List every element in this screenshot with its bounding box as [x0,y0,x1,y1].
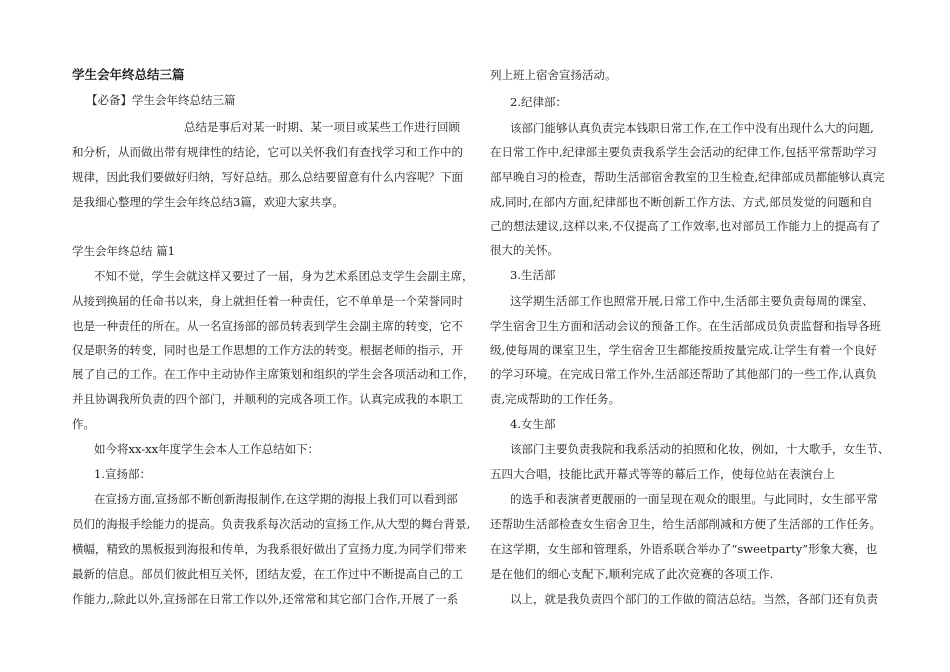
text-line: 以上，就是我负责四个部门的工作做的简洁总结。当然，各部门还有负责 [510,592,878,606]
text-line: 很大的关怀。 [490,243,559,257]
section-heading: 2.纪律部： [510,95,567,109]
text-line: 从接到换届的任命书以来，身上就担任着一种责任，它不单单是一个荣誉同时 [72,294,463,308]
text-line: 不知不觉，学生会就这样又要过了一届，身为艺术系团总支学生会副主席， [94,269,474,283]
text-line: 列上班上宿舍宣扬活动。 [490,68,617,82]
text-line: 也是一种责任的所在。从一名宣扬部的部员转表到学生会副主席的转变，它不 [72,319,463,333]
text-line: 是在他们的细心支配下,顺利完成了此次竞赛的各项工作. [490,567,774,581]
text-line: 在日常工作中,纪律部主要负责我系学生会活动的纪律工作,包括平常帮助学习 [490,145,877,159]
text-line: 该部门主要负责我院和我系活动的拍照和化妆，例如，十大歌手，女生节、 [510,442,890,456]
text-line: 和分析，从而做出带有规律性的结论，它可以关怀我们有查找学习和工作中的 [72,145,463,159]
text-line: 仅是职务的转变，同时也是工作思想的工作方法的转变。根据老师的指示，开 [72,343,463,357]
text-line: 的选手和表演者更靓丽的一面呈现在观众的眼里。与此同时，女生部平常 [510,492,878,506]
text-line: 作。 [72,417,95,431]
text-line: 最新的信息。部员们彼此相互关怀，团结友爱，在工作过中不断提高自己的工 [72,567,463,581]
text-line: 部早晚自习的检查，帮助生活部宿舍教室的卫生检查,纪律部成员都能够认真完 [490,170,885,184]
text-line: 责,完成帮助的工作任务。 [490,392,621,406]
text-line: 总结是事后对某一时期、某一项目或某些工作进行回顾 [184,120,460,134]
text-line: 在宣扬方面,宣扬部不断创新海报制作,在这学期的海报上我们可以看到部 [94,492,458,506]
text-line: 学生宿舍卫生方面和活动会议的预备工作。在生活部成员负责监督和指导各班 [490,319,881,333]
section-heading: 3.生活部 [510,268,556,282]
subtitle-line: 【必备】学生会年终总结三篇 [86,93,236,107]
text-line: 是我细心整理的学生会年终总结3篇，欢迎大家共享。 [72,195,344,209]
text-line: 己的想法建议,这样以来,不仅提高了工作效率,也对部员工作能力上的提高有了 [490,219,881,233]
section-heading: 1.宣扬部： [94,467,151,481]
text-line: 展了自己的工作。在工作中主动协作主席策划和组织的学生会各项活动和工作， [72,367,475,381]
text-line: 该部门能够认真负责完本钱职日常工作,在工作中没有出现什么大的问题, [510,121,874,135]
text-line: 还帮助生活部检查女生宿舍卫生，给生活部削减和方便了生活部的工作任务。 [490,517,881,531]
text-line: 如今将xx-xx年度学生会本人工作总结如下： [94,442,320,456]
document-title: 学生会年终总结三篇 [72,67,185,82]
text-line: 级,使每周的课室卫生，学生宿舍卫生都能按质按量完成.让学生有着一个良好 [490,343,877,357]
text-line: 并且协调我所负责的四个部门，并顺利的完成各项工作。认真完成我的本职工 [72,392,463,406]
section-heading: 4.女生部 [510,417,556,431]
text-line: 横幅，精致的黑板报到海报和传单，为我系很好做出了宣扬力度,为同学们带来 [72,542,467,556]
text-line: 规律，因此我们要做好归纳，写好总结。那么总结要留意有什么内容呢？下面 [72,170,463,184]
text-line: 这学期生活部工作也照常开展,日常工作中,生活部主要负责每周的课室、 [510,294,874,308]
text-line: 的学习环境。在完成日常工作外,生活部还帮助了其他部门的一些工作,认真负 [490,367,877,381]
text-line: 五四大合唱，技能比武开幕式等等的幕后工作，使每位站在表演台上 [490,467,835,481]
text-line: 作能力,,除此以外,宣扬部在日常工作以外,还常常和其它部门合作,开展了一系 [72,592,459,606]
text-line: 成,同时,在部内方面,纪律部也不断创新工作方法、方式,部员发觉的问题和自 [490,195,873,209]
section-heading: 学生会年终总结 篇1 [72,244,175,258]
text-line: 在这学期，女生部和管理系，外语系联合举办了“sweetparty”形象大赛，也 [490,542,878,556]
text-line: 员们的海报手绘能力的提高。负责我系每次活动的宣扬工作,从大型的舞台背景, [72,517,471,531]
